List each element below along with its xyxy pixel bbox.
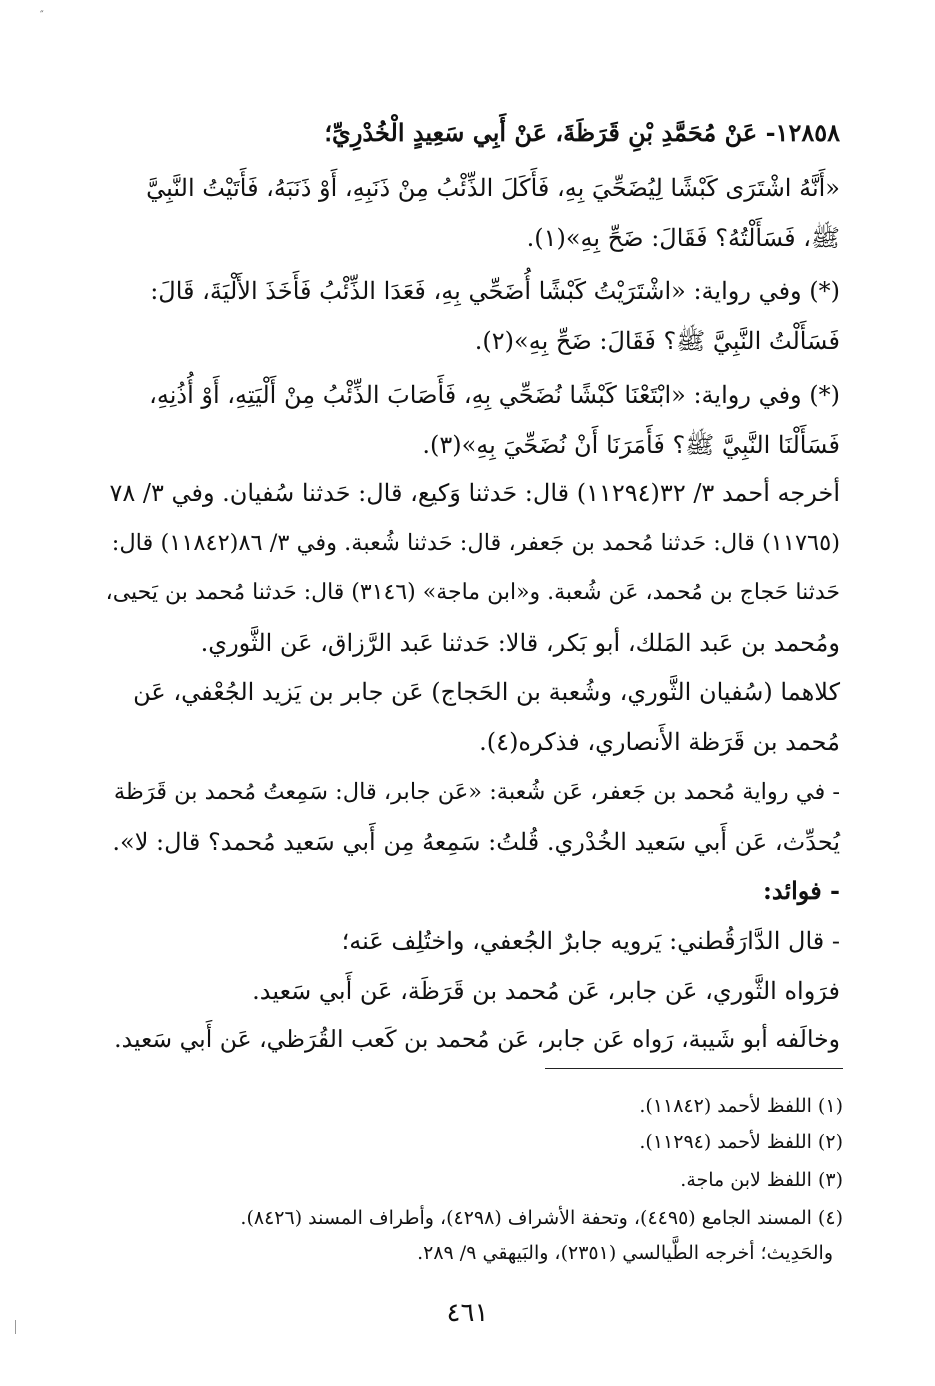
riwaya-line: فَسَأَلْنَا النَّبِيَّ ﷺ؟ فَأَمَرَنَا أَنْ نُضَحِّيَ بِهِ»(٣). bbox=[422, 431, 840, 459]
takhrij-line: (١١٧٦٥) قال: حَدثنا مُحمد بن جَعفر، قال: حَدثنا شُعبة. وفي ٣/ ٨٦(١١٨٤٢) قال: bbox=[111, 530, 840, 556]
hadith-text-line: ﷺ، فَسَأَلْتُهُ؟ فَقَالَ: ضَحِّ بِهِ»(١). bbox=[526, 224, 840, 252]
note-line: يُحدِّث، عَن أَبي سَعيد الخُدْري. قُلتُ: سَمِعهُ مِن أَبي سَعيد مُحمد؟ قال: لا». bbox=[112, 828, 840, 856]
footnote-1: (١) اللفظ لأحمد (١١٨٤٢). bbox=[639, 1095, 843, 1117]
chain-line: مُحمد بن قَرَظة الأَنصاري، فذكره(٤). bbox=[479, 728, 840, 756]
chain-line: كلاهما (سُفيان الثَّوري، وشُعبة بن الحَجاج) عَن جابر بن يَزيد الجُعْفي، عَن bbox=[133, 678, 840, 706]
page-number: ٤٦١ bbox=[446, 1298, 489, 1328]
riwaya-line: فَسَأَلْتُ النَّبِيَّ ﷺ؟ فَقَالَ: ضَحِّ بِهِ»(٢). bbox=[474, 327, 840, 355]
footnote-4-continued: والحَدِيث؛ أخرجه الطَّيالسي (٢٣٥١)، والبَيهقي ٩/ ٢٨٩. bbox=[417, 1242, 833, 1264]
scan-mark: ″ bbox=[40, 10, 44, 21]
footnote-divider bbox=[545, 1068, 843, 1069]
hadith-text-line: «أَنَّهُ اشْتَرَى كَبْشًا لِيُضَحِّيَ بِهِ، فَأَكَلَ الذِّئْبُ مِنْ ذَنَبِهِ، أَوْ ذَنَبَهُ، فَأَتَيْتُ النَّبِيَّ bbox=[146, 174, 840, 202]
scan-tick bbox=[15, 1320, 16, 1334]
fawaid-line: فرَواه الثَّوري، عَن جابر، عَن مُحمد بن قَرَظَة، عَن أَبي سَعيد. bbox=[252, 977, 840, 1005]
takhrij-line: أخرجه أحمد ٣/ ٣٢(١١٢٩٤) قال: حَدثنا وَكيع، قال: حَدثنا سُفيان. وفي ٣/ ٧٨ bbox=[109, 479, 840, 507]
footnote-3: (٣) اللفظ لابن ماجة. bbox=[680, 1169, 843, 1191]
footnote-2: (٢) اللفظ لأحمد (١١٢٩٤). bbox=[639, 1131, 843, 1153]
riwaya-line: (*) وفي رواية: «ابْتَعْنَا كَبْشًا نُضَحِّي بِهِ، فَأَصَابَ الذِّئْبُ مِنْ أَلْيَتِهِ، أَوْ أُذُنِهِ، bbox=[149, 381, 840, 409]
fawaid-line: - قال الدَّارَقُطني: يَرويه جابرٌ الجُعفي، واختُلِف عَنه؛ bbox=[341, 927, 840, 955]
fawaid-line: وخالَفه أبو شَيبة، رَواه عَن جابر، عَن مُحمد بن كَعب القُرَظي، عَن أَبي سَعيد. bbox=[114, 1025, 840, 1053]
riwaya-line: (*) وفي رواية: «اشْتَرَيْتُ كَبْشًا أُضَحِّي بِهِ، فَعَدَا الذِّئْبُ فَأَخَذَ الأَلْيَةَ، قَالَ: bbox=[150, 277, 840, 305]
takhrij-line: حَدثنا حَجاج بن مُحمد، عَن شُعبة. و«ابن ماجة» (٣١٤٦) قال: حَدثنا مُحمد بن يَحيى، bbox=[105, 580, 840, 605]
note-line: - في رواية مُحمد بن جَعفر، عَن شُعبة: «عَن جابر، قال: سَمِعتُ مُحمد بن قَرَظة bbox=[113, 779, 840, 805]
hadith-header: ١٢٨٥٨- عَنْ مُحَمَّدِ بْنِ قَرَظَةَ، عَنْ أَبِي سَعِيدٍ الْخُدْرِيِّ؛ bbox=[324, 118, 840, 147]
fawaid-heading: - فوائد: bbox=[763, 876, 840, 905]
takhrij-line: ومُحمد بن عَبد المَلك، أبو بَكر، قالا: حَدثنا عَبد الرَّزاق، عَن الثَّوري. bbox=[200, 629, 840, 657]
footnote-4: (٤) المسند الجامع (٤٤٩٥)، وتحفة الأشراف (٤٢٩٨)، وأطراف المسند (٨٤٢٦). bbox=[240, 1207, 843, 1229]
